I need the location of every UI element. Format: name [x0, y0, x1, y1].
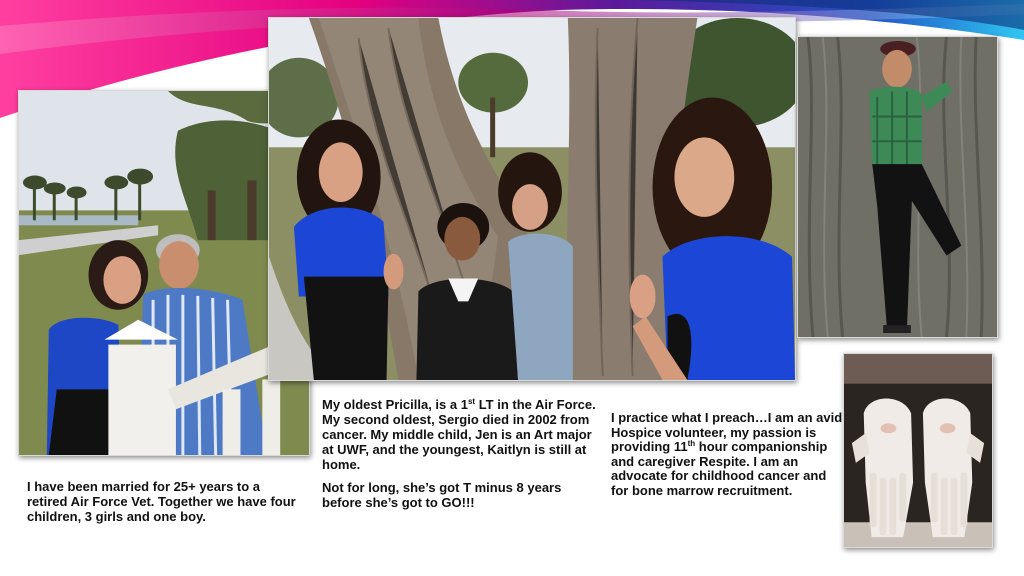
caption-children	[322, 397, 602, 510]
caption-hospice	[611, 411, 847, 498]
photo-couple	[18, 90, 310, 456]
caption-children-text-b: LT in the Air Force. My second oldest, Sergio died in 2002 from cancer. My middle child, Jen is an Art major at UWF, and the youngest, Kaitlyn is still at home.	[322, 397, 596, 472]
photo-couple-park-icon	[19, 91, 309, 455]
caption-family-text: I have been married for 25+ years to a retired Air Force Vet. Together we have four children, 3 girls and one boy.	[27, 479, 296, 524]
photo-group	[268, 17, 796, 381]
caption-family	[27, 479, 302, 524]
photo-boy	[797, 36, 998, 338]
caption-children-paragraph-1	[322, 397, 602, 472]
photo-boy-on-tree-icon	[798, 37, 997, 337]
photo-hands	[843, 353, 993, 548]
caption-hospice-text-b: hour companionship and caregiver Respite. I am an advocate for childhood cancer and for bone marrow recruitment.	[611, 439, 828, 498]
caption-children-ordinal: st	[467, 397, 476, 406]
caption-hospice-text-a: I practice what I preach…I am an avid Hospice volunteer, my passion is providing 11	[611, 410, 843, 454]
photo-ceramic-hands-icon	[844, 354, 992, 547]
caption-hospice-paragraph	[611, 411, 847, 498]
caption-children-text-a: My oldest Pricilla, is a 1	[322, 397, 468, 412]
caption-hospice-ordinal: th	[687, 439, 696, 448]
caption-children-paragraph-2: Not for long, she’s got T minus 8 years before she’s got to GO!!!	[322, 480, 562, 510]
photo-mother-daughters-tree-icon	[269, 18, 795, 380]
